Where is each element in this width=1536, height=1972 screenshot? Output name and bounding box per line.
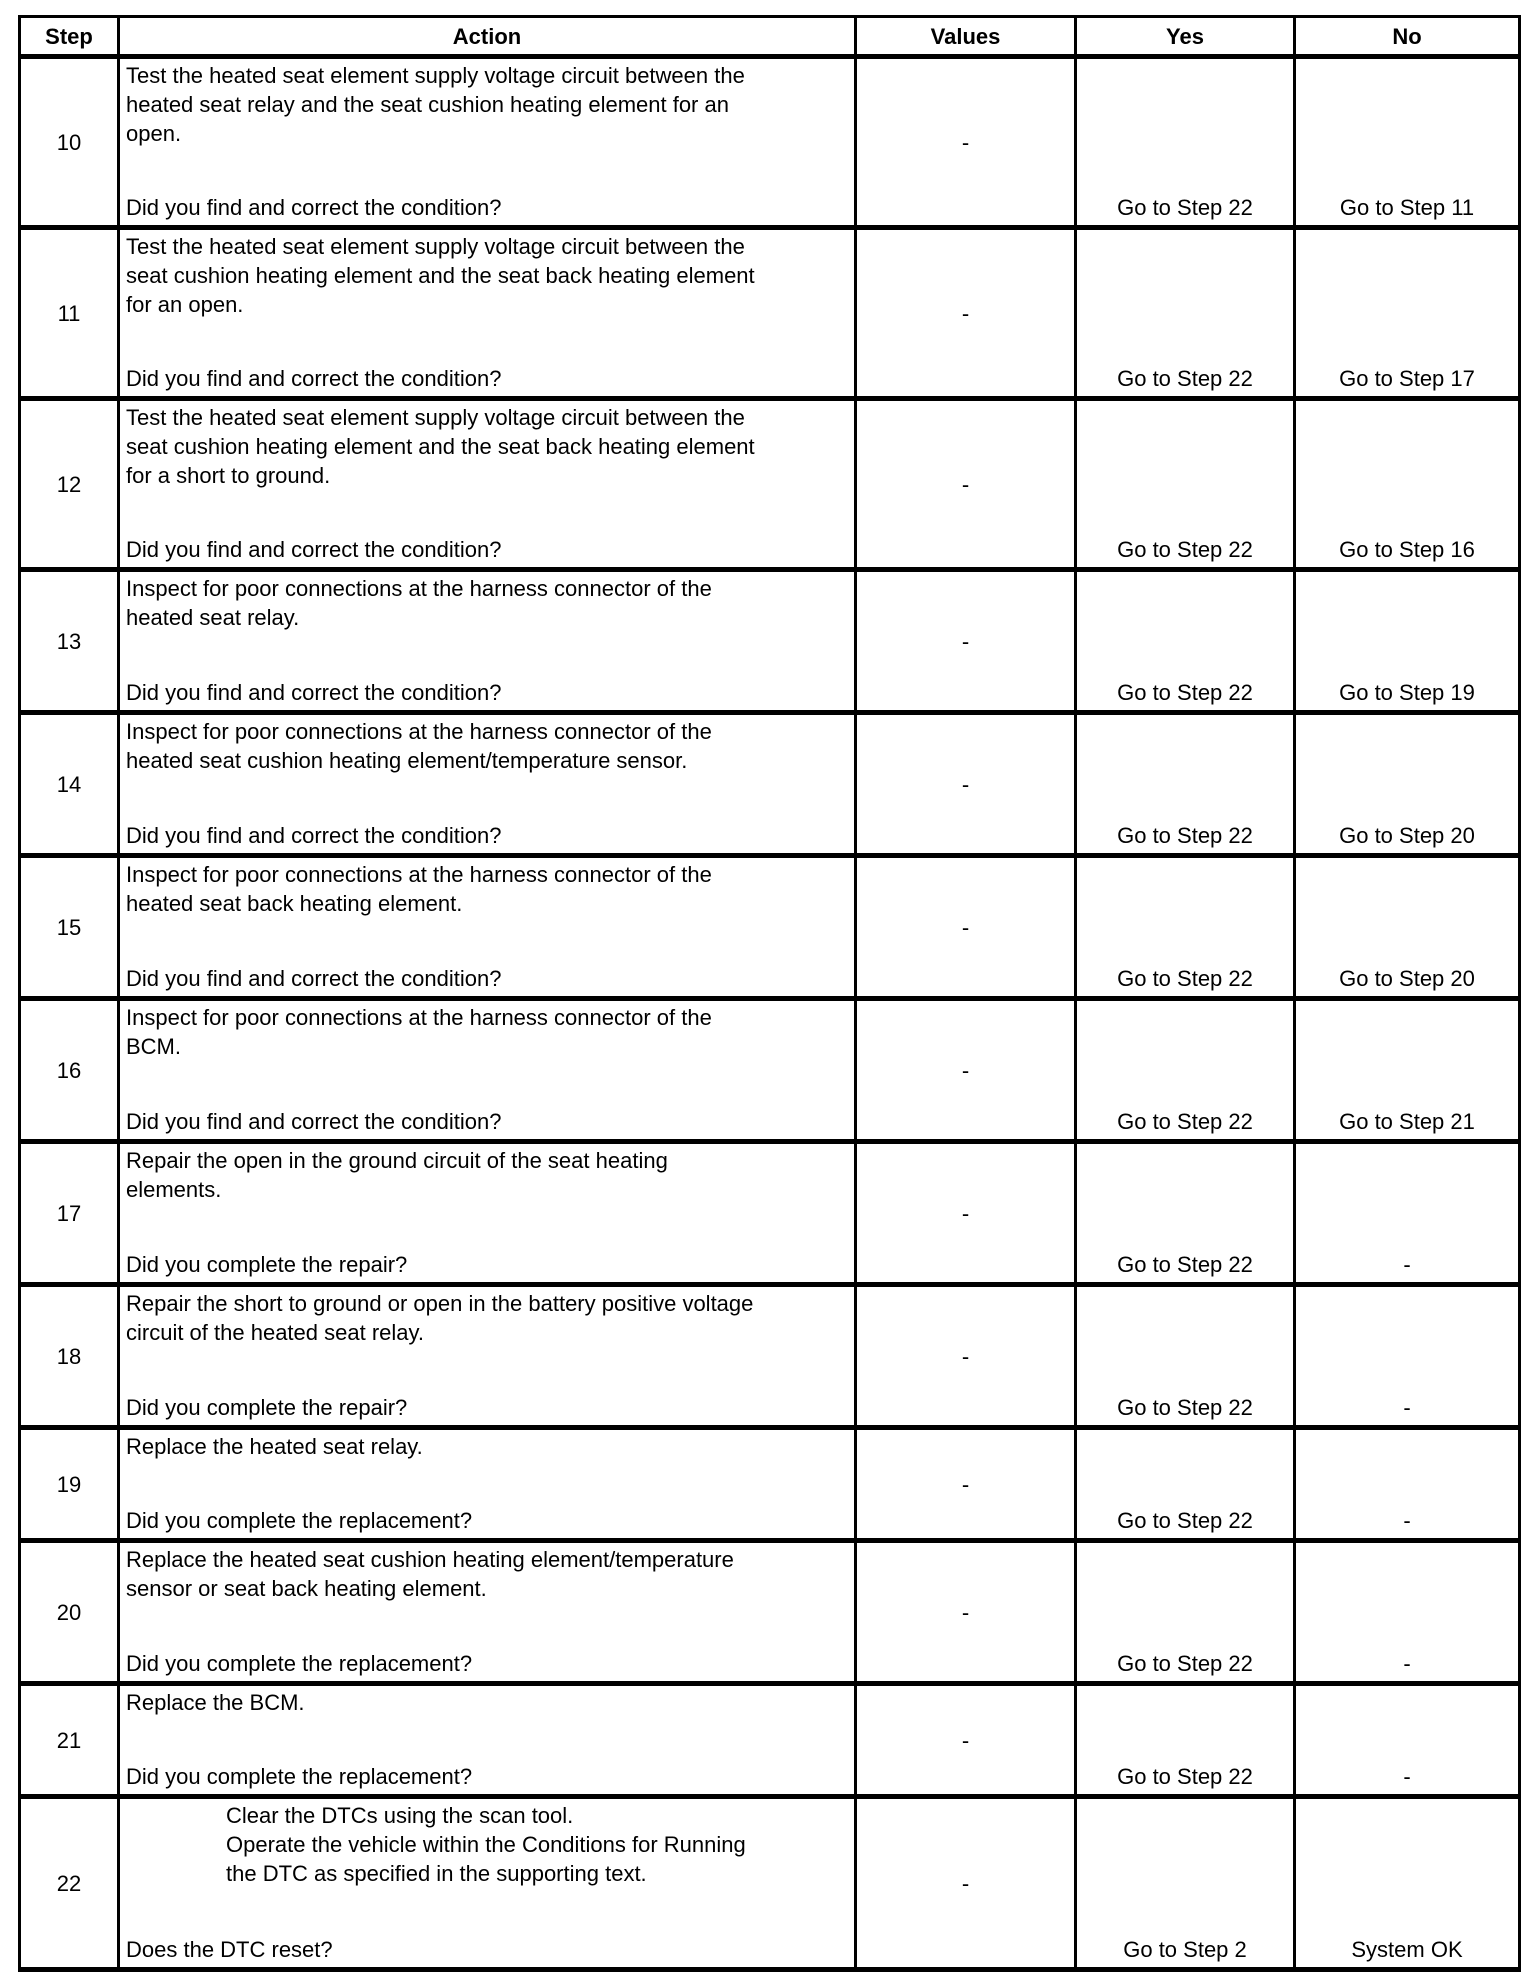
- no-result: -: [1295, 1684, 1520, 1797]
- table-row: [20, 1541, 1520, 1684]
- step-number: 10: [20, 57, 119, 228]
- step-number: 21: [20, 1684, 119, 1797]
- action-line: Inspect for poor connections at the harness connector of the: [126, 1005, 712, 1030]
- table-row: [20, 570, 1520, 713]
- action-line: Replace the heated seat relay.: [126, 1434, 423, 1459]
- action-cell: [119, 856, 856, 999]
- action-content: [120, 1799, 854, 1967]
- no-result: Go to Step 19: [1295, 570, 1520, 713]
- action-line: Operate the vehicle within the Conditions for Running: [226, 1832, 746, 1857]
- action-description: [126, 61, 848, 148]
- action-line: heated seat cushion heating element/temperature sensor.: [126, 748, 688, 773]
- yes-result: Go to Step 22: [1076, 570, 1295, 713]
- header-step: Step: [20, 17, 119, 57]
- action-line: heated seat back heating element.: [126, 891, 463, 916]
- action-question: Did you complete the repair?: [126, 1395, 408, 1420]
- action-content: [120, 1001, 854, 1139]
- action-line: heated seat relay and the seat cushion heating element for an: [126, 92, 729, 117]
- no-result: -: [1295, 1428, 1520, 1541]
- action-cell: [119, 1142, 856, 1285]
- no-result: Go to Step 16: [1295, 399, 1520, 570]
- action-question: Did you find and correct the condition?: [126, 537, 502, 562]
- values-cell: -: [856, 1541, 1076, 1684]
- action-cell: [119, 999, 856, 1142]
- action-content: [120, 1543, 854, 1681]
- table-row: [20, 57, 1520, 228]
- values-cell: -: [856, 856, 1076, 999]
- values-cell: -: [856, 1142, 1076, 1285]
- action-cell: [119, 1428, 856, 1541]
- table-row: [20, 999, 1520, 1142]
- action-question: Did you complete the repair?: [126, 1252, 408, 1277]
- values-cell: -: [856, 570, 1076, 713]
- yes-result: Go to Step 22: [1076, 713, 1295, 856]
- action-content: [120, 1430, 854, 1538]
- action-description: [126, 717, 848, 775]
- header-action: Action: [119, 17, 856, 57]
- action-question: Did you find and correct the condition?: [126, 195, 502, 220]
- step-number: 16: [20, 999, 119, 1142]
- action-line: circuit of the heated seat relay.: [126, 1320, 424, 1345]
- action-content: [120, 401, 854, 567]
- action-cell: [119, 570, 856, 713]
- action-line: Test the heated seat element supply voltage circuit between the: [126, 63, 745, 88]
- header-no: No: [1295, 17, 1520, 57]
- yes-result: Go to Step 22: [1076, 999, 1295, 1142]
- table-row: [20, 1142, 1520, 1285]
- action-line: open.: [126, 121, 182, 146]
- action-cell: [119, 1684, 856, 1797]
- no-result: -: [1295, 1142, 1520, 1285]
- action-description: [126, 232, 848, 319]
- no-result: -: [1295, 1285, 1520, 1428]
- values-cell: -: [856, 1684, 1076, 1797]
- action-content: [120, 715, 854, 853]
- action-question: Did you find and correct the condition?: [126, 366, 502, 391]
- yes-result: Go to Step 22: [1076, 1285, 1295, 1428]
- action-question: Does the DTC reset?: [126, 1937, 333, 1962]
- action-line: sensor or seat back heating element.: [126, 1576, 487, 1601]
- action-description: [126, 860, 848, 918]
- action-content: [120, 230, 854, 396]
- step-number: 15: [20, 856, 119, 999]
- action-line: Repair the open in the ground circuit of the seat heating: [126, 1148, 668, 1173]
- action-line: the DTC as specified in the supporting text.: [226, 1861, 647, 1886]
- table-row: [20, 228, 1520, 399]
- no-result: Go to Step 20: [1295, 856, 1520, 999]
- action-question: Did you complete the replacement?: [126, 1651, 473, 1676]
- action-line: elements.: [126, 1177, 222, 1202]
- action-description: [126, 1432, 848, 1461]
- action-question: Did you find and correct the condition?: [126, 966, 502, 991]
- yes-result: Go to Step 22: [1076, 1142, 1295, 1285]
- action-description: [126, 1801, 848, 1888]
- action-description: [126, 403, 848, 490]
- table-body: [20, 57, 1520, 1970]
- step-number: 20: [20, 1541, 119, 1684]
- action-question: Did you complete the replacement?: [126, 1764, 473, 1789]
- no-result: System OK: [1295, 1797, 1520, 1970]
- action-line: Test the heated seat element supply voltage circuit between the: [126, 405, 745, 430]
- step-number: 13: [20, 570, 119, 713]
- action-cell: [119, 57, 856, 228]
- values-cell: -: [856, 1285, 1076, 1428]
- values-cell: -: [856, 228, 1076, 399]
- values-cell: -: [856, 713, 1076, 856]
- action-cell: [119, 399, 856, 570]
- action-line: Clear the DTCs using the scan tool.: [226, 1803, 574, 1828]
- action-line: Inspect for poor connections at the harness connector of the: [126, 719, 712, 744]
- yes-result: Go to Step 22: [1076, 1428, 1295, 1541]
- action-description: [126, 1003, 848, 1061]
- action-line: Repair the short to ground or open in the battery positive voltage: [126, 1291, 754, 1316]
- action-content: [120, 858, 854, 996]
- step-number: 22: [20, 1797, 119, 1970]
- action-line: seat cushion heating element and the seat back heating element: [126, 434, 755, 459]
- action-cell: [119, 713, 856, 856]
- action-description: [126, 1688, 848, 1717]
- action-line: BCM.: [126, 1034, 181, 1059]
- table-row: [20, 1285, 1520, 1428]
- table-row: [20, 1684, 1520, 1797]
- action-line: Replace the heated seat cushion heating element/temperature: [126, 1547, 734, 1572]
- action-line: for a short to ground.: [126, 463, 331, 488]
- values-cell: -: [856, 57, 1076, 228]
- diagnostic-table: [18, 15, 1521, 1972]
- values-cell: -: [856, 1428, 1076, 1541]
- action-description: [126, 1289, 848, 1347]
- table-row: [20, 856, 1520, 999]
- step-number: 14: [20, 713, 119, 856]
- action-line: for an open.: [126, 292, 244, 317]
- action-cell: [119, 1797, 856, 1970]
- table-row: [20, 399, 1520, 570]
- action-cell: [119, 1541, 856, 1684]
- no-result: -: [1295, 1541, 1520, 1684]
- action-question: Did you find and correct the condition?: [126, 823, 502, 848]
- action-question: Did you find and correct the condition?: [126, 1109, 502, 1134]
- no-result: Go to Step 11: [1295, 57, 1520, 228]
- action-question: Did you find and correct the condition?: [126, 680, 502, 705]
- yes-result: Go to Step 22: [1076, 856, 1295, 999]
- action-line: Inspect for poor connections at the harness connector of the: [126, 576, 712, 601]
- action-content: [120, 59, 854, 225]
- no-result: Go to Step 17: [1295, 228, 1520, 399]
- step-number: 12: [20, 399, 119, 570]
- table-row: [20, 713, 1520, 856]
- action-description: [126, 574, 848, 632]
- yes-result: Go to Step 22: [1076, 57, 1295, 228]
- header-values: Values: [856, 17, 1076, 57]
- step-number: 18: [20, 1285, 119, 1428]
- action-line: Replace the BCM.: [126, 1690, 305, 1715]
- no-result: Go to Step 20: [1295, 713, 1520, 856]
- yes-result: Go to Step 22: [1076, 399, 1295, 570]
- step-number: 19: [20, 1428, 119, 1541]
- action-question: Did you complete the replacement?: [126, 1508, 473, 1533]
- action-content: [120, 572, 854, 710]
- action-content: [120, 1287, 854, 1425]
- action-line: heated seat relay.: [126, 605, 300, 630]
- values-cell: -: [856, 999, 1076, 1142]
- yes-result: Go to Step 22: [1076, 1684, 1295, 1797]
- yes-result: Go to Step 2: [1076, 1797, 1295, 1970]
- step-number: 17: [20, 1142, 119, 1285]
- action-description: [126, 1146, 848, 1204]
- action-content: [120, 1144, 854, 1282]
- table-row: [20, 1428, 1520, 1541]
- action-description: [126, 1545, 848, 1603]
- action-cell: [119, 1285, 856, 1428]
- no-result: Go to Step 21: [1295, 999, 1520, 1142]
- action-cell: [119, 228, 856, 399]
- action-line: seat cushion heating element and the seat back heating element: [126, 263, 755, 288]
- values-cell: -: [856, 1797, 1076, 1970]
- yes-result: Go to Step 22: [1076, 1541, 1295, 1684]
- header-row: [20, 17, 1520, 57]
- yes-result: Go to Step 22: [1076, 228, 1295, 399]
- values-cell: -: [856, 399, 1076, 570]
- action-line: Test the heated seat element supply voltage circuit between the: [126, 234, 745, 259]
- table-row: [20, 1797, 1520, 1970]
- step-number: 11: [20, 228, 119, 399]
- header-yes: Yes: [1076, 17, 1295, 57]
- action-content: [120, 1686, 854, 1794]
- action-line: Inspect for poor connections at the harness connector of the: [126, 862, 712, 887]
